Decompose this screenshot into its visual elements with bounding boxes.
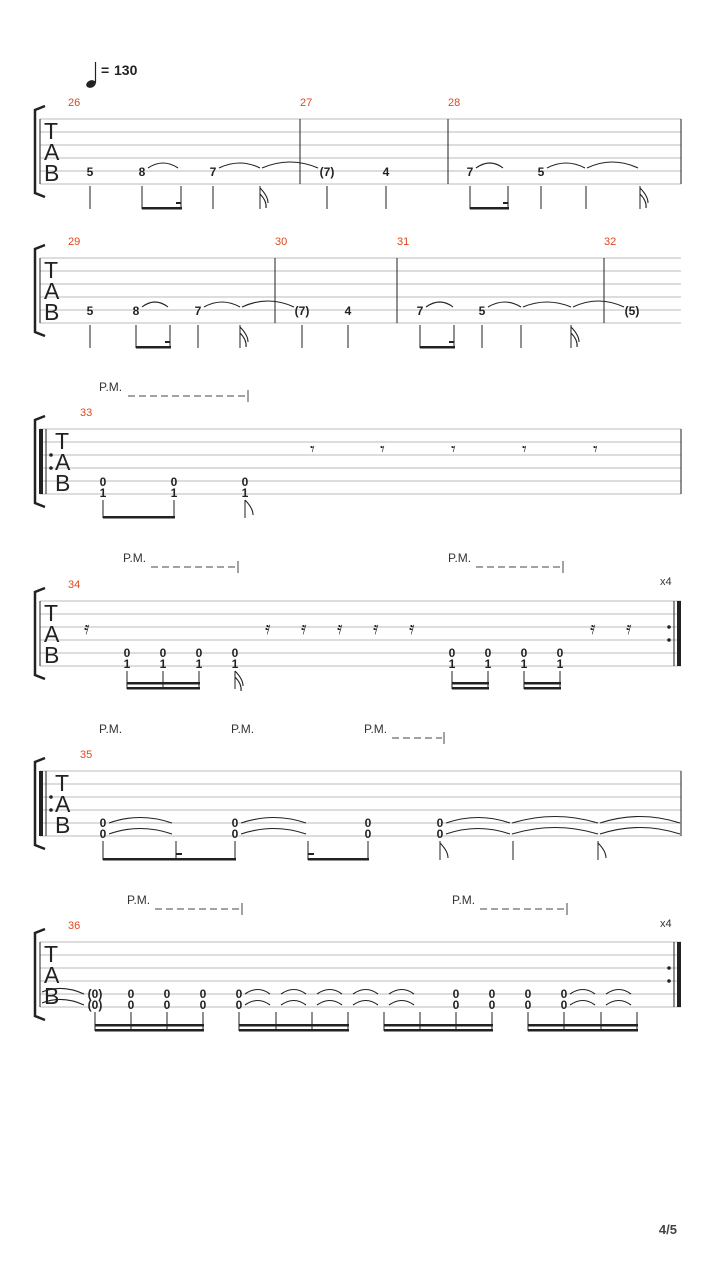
svg-text:P.M.: P.M. <box>99 722 123 736</box>
svg-text:0: 0 <box>231 816 239 830</box>
svg-text:𝄾: 𝄾 <box>310 439 315 460</box>
svg-text:0: 0 <box>231 827 239 841</box>
svg-text:𝄾: 𝄾 <box>380 439 385 460</box>
svg-text:8: 8 <box>138 165 146 179</box>
palm-mute-marking <box>448 551 563 573</box>
svg-text:𝄿: 𝄿 <box>84 618 90 639</box>
system-2 <box>35 236 681 349</box>
svg-text:(7): (7) <box>294 304 310 318</box>
tempo-marking <box>85 62 138 89</box>
svg-text:𝄾: 𝄾 <box>593 439 598 460</box>
svg-text:0: 0 <box>170 475 178 489</box>
svg-text:0: 0 <box>195 646 203 660</box>
svg-text:5: 5 <box>86 304 94 318</box>
bar-number: 33 <box>80 407 93 419</box>
tie-arcs <box>142 301 624 307</box>
svg-text:1: 1 <box>520 657 528 671</box>
svg-text:7: 7 <box>209 165 217 179</box>
svg-text:B: B <box>44 299 60 325</box>
palm-mute-marking <box>99 380 248 402</box>
staff-lines <box>40 942 681 1007</box>
palm-mute-marking <box>127 893 242 915</box>
svg-text:0: 0 <box>448 646 456 660</box>
svg-text:0: 0 <box>520 646 528 660</box>
note-flags <box>245 500 253 515</box>
beams <box>95 1024 638 1032</box>
palm-mute-marking <box>123 551 238 573</box>
svg-text:(5): (5) <box>624 304 640 318</box>
svg-text:P.M.: P.M. <box>127 893 151 907</box>
bar-number: 32 <box>604 236 617 248</box>
staff-lines <box>40 771 681 836</box>
beams <box>103 516 175 519</box>
svg-text:P.M.: P.M. <box>99 380 123 394</box>
note-flags <box>440 843 606 858</box>
svg-text:5: 5 <box>537 165 545 179</box>
svg-text:B: B <box>44 160 60 186</box>
svg-text:0: 0 <box>484 646 492 660</box>
svg-text:0: 0 <box>488 987 496 1001</box>
svg-text:T: T <box>44 600 59 626</box>
stems <box>127 671 560 689</box>
system-6 <box>35 893 681 1032</box>
bar-number: 29 <box>68 236 81 248</box>
svg-text:P.M.: P.M. <box>364 722 388 736</box>
tab-clef <box>55 770 71 838</box>
svg-text:8: 8 <box>132 304 140 318</box>
svg-text:0: 0 <box>452 987 460 1001</box>
svg-text:A: A <box>44 139 60 165</box>
tempo-value: 130 <box>114 62 138 78</box>
palm-mute-marking <box>231 722 254 736</box>
stems <box>103 841 598 860</box>
beams <box>127 682 561 690</box>
svg-text:A: A <box>44 278 60 304</box>
svg-text:T: T <box>55 428 70 454</box>
svg-text:1: 1 <box>484 657 492 671</box>
svg-text:P.M.: P.M. <box>123 551 147 565</box>
svg-text:0: 0 <box>199 998 207 1012</box>
svg-text:0: 0 <box>123 646 131 660</box>
svg-text:𝄿: 𝄿 <box>373 618 379 639</box>
svg-text:0: 0 <box>452 998 460 1012</box>
svg-text:𝄾: 𝄾 <box>451 439 456 460</box>
repeat-count: x4 <box>660 918 672 930</box>
beams <box>103 853 369 861</box>
system-1 <box>35 97 681 210</box>
tab-clef <box>44 600 60 668</box>
bar-number: 27 <box>300 97 313 109</box>
fret-numbers <box>88 987 568 1012</box>
svg-text:𝄿: 𝄿 <box>301 618 307 639</box>
svg-text:A: A <box>55 449 71 475</box>
tie-arcs <box>109 817 680 835</box>
note-flags <box>240 327 579 347</box>
repeat-end-barline <box>667 942 681 1007</box>
system-4 <box>35 551 681 691</box>
system-5 <box>35 722 681 861</box>
svg-text:0: 0 <box>163 998 171 1012</box>
svg-text:P.M.: P.M. <box>231 722 255 736</box>
beams <box>142 202 509 210</box>
svg-text:1: 1 <box>241 486 249 500</box>
bar-number: 30 <box>275 236 288 248</box>
svg-text:(0): (0) <box>87 998 103 1012</box>
svg-text:0: 0 <box>524 987 532 1001</box>
repeat-start-barline <box>39 771 53 836</box>
svg-text:0: 0 <box>127 987 135 1001</box>
fret-numbers <box>87 304 640 318</box>
svg-text:0: 0 <box>199 987 207 1001</box>
beams <box>136 341 455 349</box>
repeat-end-barline <box>667 601 681 666</box>
stems <box>90 325 571 348</box>
bar-number: 26 <box>68 97 81 109</box>
svg-text:B: B <box>44 983 60 1009</box>
tempo-equals: = <box>101 62 110 78</box>
svg-text:1: 1 <box>195 657 203 671</box>
svg-text:4: 4 <box>382 165 390 179</box>
svg-text:0: 0 <box>163 987 171 1001</box>
note-flags <box>235 671 243 691</box>
svg-text:7: 7 <box>416 304 424 318</box>
svg-text:𝄿: 𝄿 <box>590 618 596 639</box>
svg-text:𝄿: 𝄿 <box>409 618 415 639</box>
svg-text:7: 7 <box>466 165 474 179</box>
staff-lines <box>40 601 681 666</box>
svg-text:A: A <box>44 962 60 988</box>
svg-text:0: 0 <box>436 816 444 830</box>
svg-text:P.M.: P.M. <box>448 551 472 565</box>
tab-clef <box>44 118 60 186</box>
svg-text:0: 0 <box>436 827 444 841</box>
svg-text:B: B <box>44 642 60 668</box>
system-3 <box>35 380 681 519</box>
svg-text:0: 0 <box>524 998 532 1012</box>
svg-text:B: B <box>55 812 71 838</box>
svg-text:T: T <box>44 118 59 144</box>
repeat-count: x4 <box>660 576 672 588</box>
svg-text:0: 0 <box>560 998 568 1012</box>
svg-text:𝄾: 𝄾 <box>522 439 527 460</box>
svg-text:T: T <box>55 770 70 796</box>
tab-clef <box>44 257 60 325</box>
svg-text:4: 4 <box>344 304 352 318</box>
svg-text:1: 1 <box>159 657 167 671</box>
svg-text:5: 5 <box>478 304 486 318</box>
svg-text:1: 1 <box>448 657 456 671</box>
bar-number: 36 <box>68 920 81 932</box>
repeat-start-barline <box>39 429 53 494</box>
svg-text:0: 0 <box>235 998 243 1012</box>
staff-lines <box>40 429 681 494</box>
svg-text:A: A <box>44 621 60 647</box>
svg-text:1: 1 <box>556 657 564 671</box>
bar-number: 35 <box>80 749 93 761</box>
svg-text:0: 0 <box>364 827 372 841</box>
svg-text:0: 0 <box>159 646 167 660</box>
svg-text:0: 0 <box>231 646 239 660</box>
stems <box>90 186 640 209</box>
svg-text:(7): (7) <box>319 165 335 179</box>
tab-clef <box>44 941 60 1009</box>
svg-text:1: 1 <box>231 657 239 671</box>
bar-number: 34 <box>68 579 81 591</box>
svg-text:B: B <box>55 470 71 496</box>
svg-text:P.M.: P.M. <box>452 893 476 907</box>
staff-lines <box>40 119 681 184</box>
svg-text:5: 5 <box>86 165 94 179</box>
quarter-note-icon <box>85 62 97 89</box>
stems <box>95 1012 637 1031</box>
svg-text:0: 0 <box>235 987 243 1001</box>
svg-text:T: T <box>44 941 59 967</box>
bar-number: 28 <box>448 97 461 109</box>
palm-mute-marking <box>364 722 444 744</box>
tie-arcs <box>148 162 638 168</box>
svg-text:1: 1 <box>170 486 178 500</box>
svg-text:0: 0 <box>560 987 568 1001</box>
svg-text:𝄿: 𝄿 <box>265 618 271 639</box>
svg-text:𝄿: 𝄿 <box>626 618 632 639</box>
note-flags <box>260 188 648 208</box>
fret-numbers <box>100 475 249 500</box>
tab-clef <box>55 428 71 496</box>
fret-numbers <box>124 646 564 671</box>
svg-text:0: 0 <box>488 998 496 1012</box>
palm-mute-marking <box>452 893 567 915</box>
stems <box>103 500 245 518</box>
svg-text:0: 0 <box>99 827 107 841</box>
bar-number: 31 <box>397 236 410 248</box>
svg-text:0: 0 <box>556 646 564 660</box>
sixteenth-rest-icon <box>84 618 632 639</box>
palm-mute-marking <box>99 722 122 736</box>
svg-text:7: 7 <box>194 304 202 318</box>
svg-text:(0): (0) <box>87 987 103 1001</box>
svg-text:1: 1 <box>99 486 107 500</box>
svg-text:0: 0 <box>364 816 372 830</box>
page-number: 4/5 <box>658 1222 677 1237</box>
svg-text:1: 1 <box>123 657 131 671</box>
svg-text:0: 0 <box>99 816 107 830</box>
svg-text:0: 0 <box>241 475 249 489</box>
svg-text:0: 0 <box>127 998 135 1012</box>
svg-text:𝄿: 𝄿 <box>337 618 343 639</box>
svg-text:T: T <box>44 257 59 283</box>
svg-text:A: A <box>55 791 71 817</box>
svg-text:0: 0 <box>99 475 107 489</box>
